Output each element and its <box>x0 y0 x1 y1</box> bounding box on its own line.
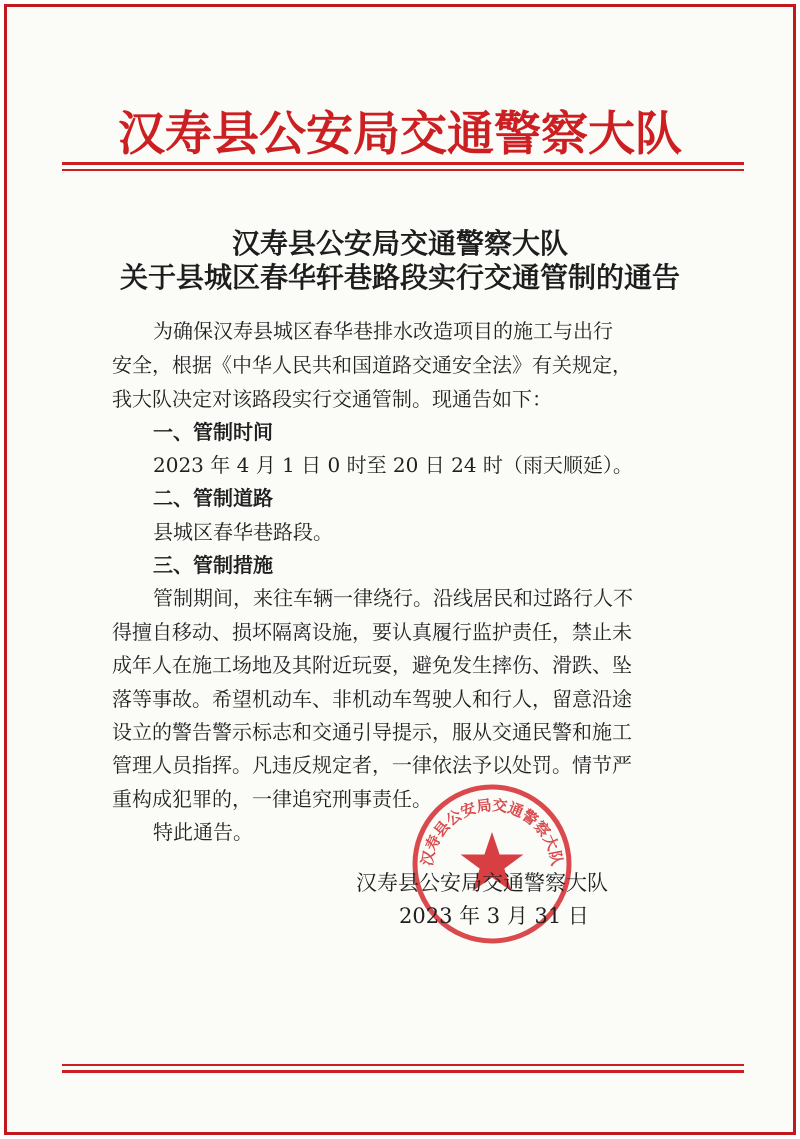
footer-rule-thick <box>62 1070 744 1073</box>
seal-text: 汉寿县公安局交通警察大队 <box>417 796 567 868</box>
section3-line-2: 得擅自移动、损坏隔离设施，要认真履行监护责任，禁止未 <box>112 620 632 644</box>
intro-line-2: 安全，根据《中华人民共和国道路交通安全法》有关规定， <box>112 353 632 377</box>
section3-line-5: 设立的警告警示标志和交通引导提示，服从交通民警和施工 <box>112 720 632 744</box>
footer-rule-thin <box>62 1064 744 1066</box>
section3-line-1: 管制期间，来往车辆一律绕行。沿线居民和过路行人不 <box>153 586 633 610</box>
section3-line-7: 重构成犯罪的，一律追究刑事责任。 <box>112 787 432 811</box>
intro-line-1: 为确保汉寿县城区春华巷排水改造项目的施工与出行 <box>153 319 613 343</box>
letterhead-rule-thick <box>62 162 744 165</box>
signature-date: 2023 年 3 月 31 日 <box>399 904 589 928</box>
letterhead-title: 汉寿县公安局交通警察大队 <box>118 107 682 162</box>
section3-line-6: 管理人员指挥。凡违反规定者，一律依法予以处罚。情节严 <box>112 753 632 777</box>
document-page <box>4 4 796 1135</box>
intro-line-3: 我大队决定对该路段实行交通管制。现通告如下： <box>112 387 552 411</box>
signature-organization: 汉寿县公安局交通警察大队 <box>356 871 608 895</box>
section3-line-3: 成年人在施工场地及其附近玩耍，避免发生摔伤、滑跌、坠 <box>112 653 632 677</box>
notice-heading-line2: 关于县城区春华轩巷路段实行交通管制的通告 <box>119 261 680 294</box>
section3-title: 三、管制措施 <box>153 553 273 577</box>
notice-heading-line1: 汉寿县公安局交通警察大队 <box>231 227 568 260</box>
section3-line-4: 落等事故。希望机动车、非机动车驾驶人和行人，留意沿途 <box>112 687 632 711</box>
closing-text: 特此通告。 <box>153 820 253 844</box>
section1-text: 2023 年 4 月 1 日 0 时至 20 日 24 时（雨天顺延）。 <box>153 453 633 477</box>
letterhead-rule-thin <box>62 169 744 171</box>
section2-title: 二、管制道路 <box>153 486 273 510</box>
section2-text: 县城区春华巷路段。 <box>153 520 333 544</box>
section1-title: 一、管制时间 <box>153 420 273 444</box>
